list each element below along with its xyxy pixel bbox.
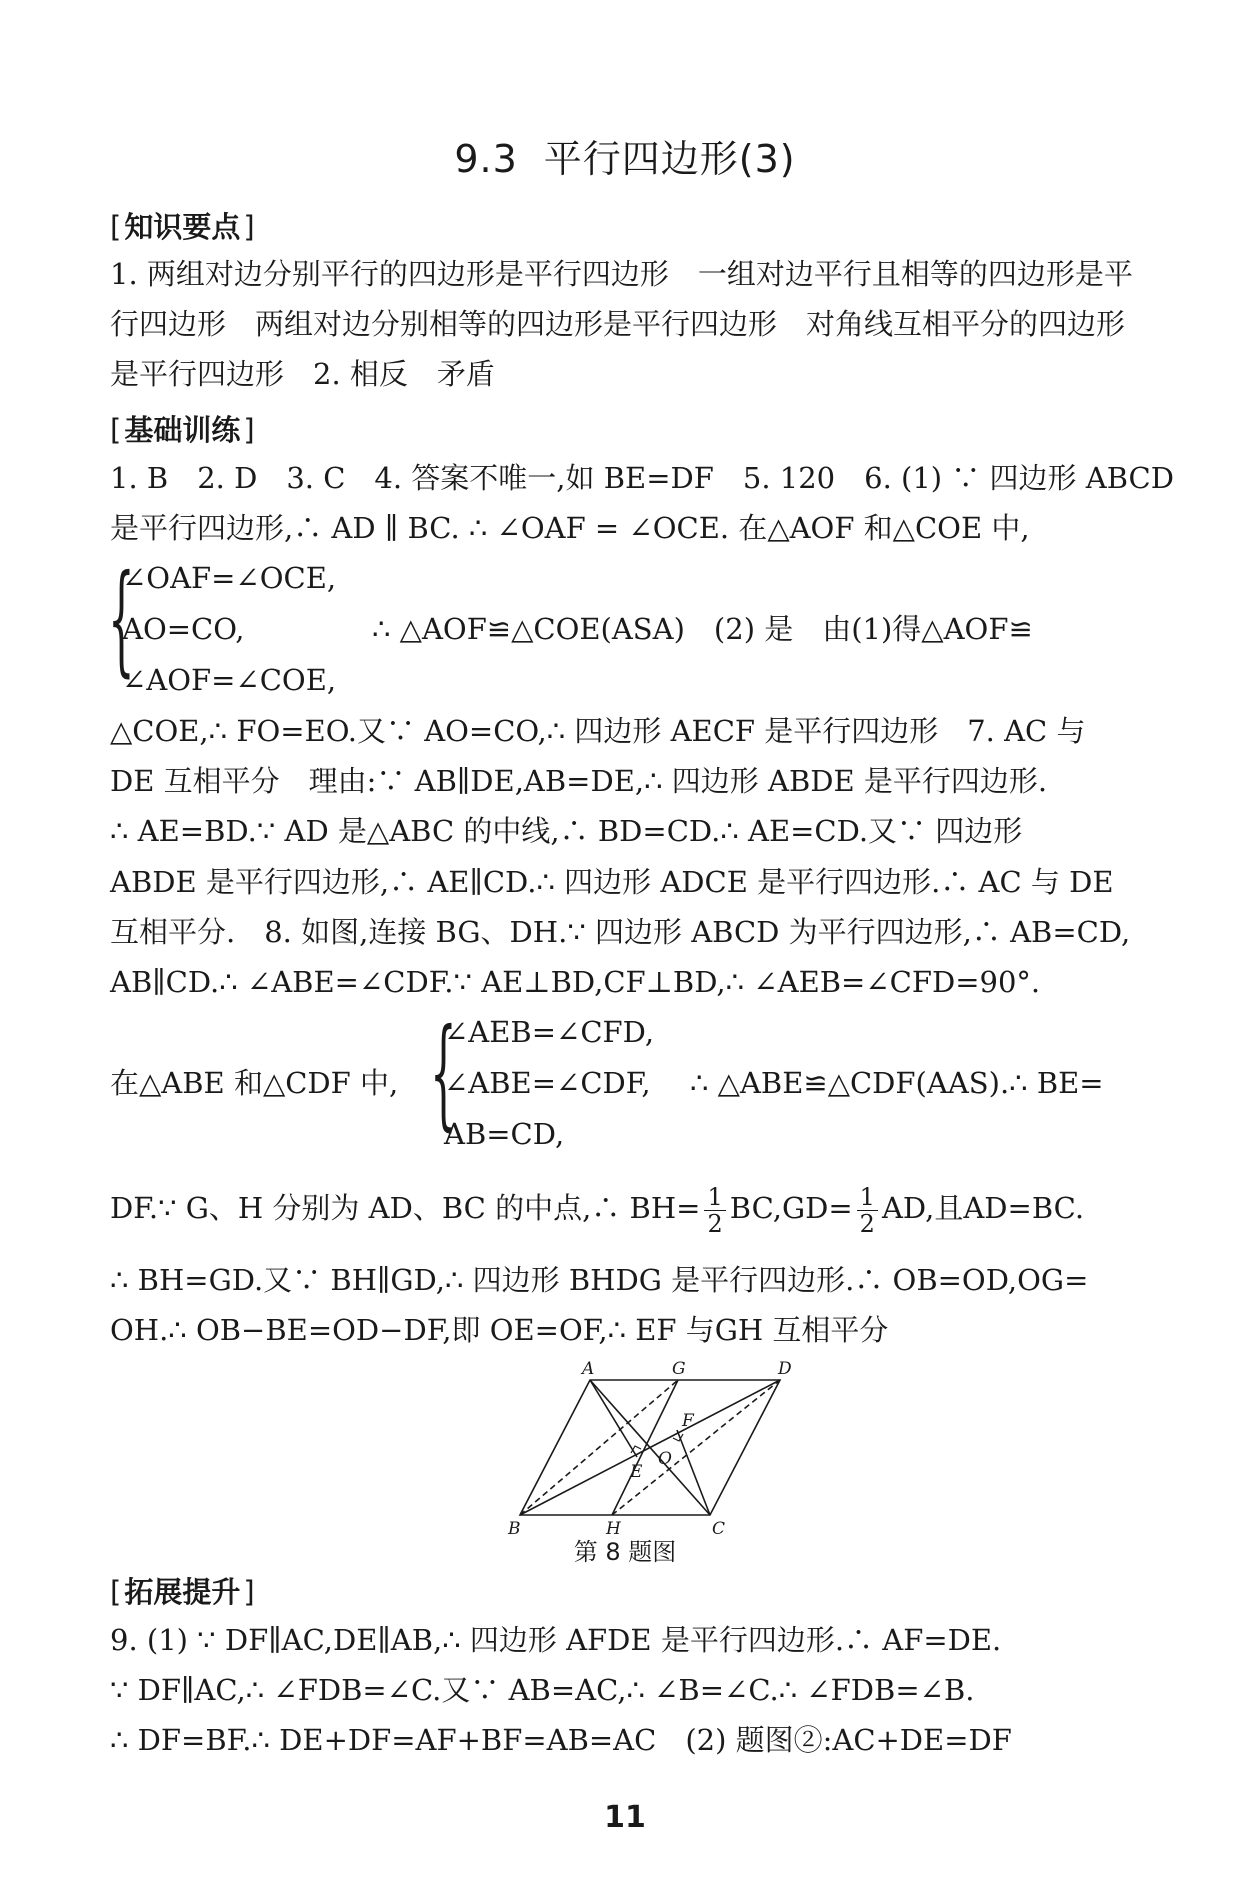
label-d: D: [778, 1360, 792, 1379]
fraction-denominator: 2: [707, 1209, 723, 1238]
fraction-numerator: 1: [704, 1184, 725, 1211]
dashed-bg: [520, 1380, 678, 1515]
fraction-line-part: AD,且AD=BC.: [881, 1191, 1085, 1225]
label-a: A: [582, 1360, 595, 1379]
fraction-denominator: 2: [859, 1209, 875, 1238]
fraction-line-part: DF.∵ G、H 分别为 AD、BC 的中点,∴ BH=: [110, 1191, 701, 1225]
page-title: [0, 128, 1250, 183]
extension-line: ∵ DF∥AC,∴ ∠FDB=∠C.又∵ AB=AC,∴ ∠B=∠C.∴ ∠FDB=∠B.: [110, 1673, 975, 1707]
brace-conclusion: ∴ △AOF≌△COE(ASA) (2) 是 由(1)得△AOF≌: [372, 612, 1033, 646]
brace-row: ∠AEB=∠CFD,: [444, 1015, 655, 1049]
left-brace: {: [108, 550, 135, 689]
brace-row: ∠OAF=∠OCE,: [122, 561, 337, 595]
fraction-line-part: BC,GD=: [729, 1191, 853, 1225]
brace-conclusion: ∴ △ABE≌△CDF(AAS).∴ BE=: [690, 1066, 1104, 1100]
label-e: E: [630, 1462, 643, 1482]
diagonal-ac: [590, 1380, 710, 1515]
segment-gh: [612, 1380, 678, 1515]
extension-line: 9. (1) ∵ DF∥AC,DE∥AB,∴ 四边形 AFDE 是平行四边形.∴ AF=DE.: [110, 1623, 1002, 1657]
basic-line: DE 互相平分 理由:∵ AB∥DE,AB=DE,∴ 四边形 ABDE 是平行四边形.: [110, 764, 1048, 798]
basic-line: 1. B 2. D 3. C 4. 答案不唯一,如 BE=DF 5. 120 6. (1) ∵ 四边形 ABCD: [110, 461, 1174, 495]
basic-line: △COE,∴ FO=EO.又∵ AO=CO,∴ 四边形 AECF 是平行四边形 7. AC 与: [110, 714, 1086, 748]
basic-line: ∴ BH=GD.又∵ BH∥GD,∴ 四边形 BHDG 是平行四边形.∴ OB=OD,OG=: [110, 1263, 1089, 1297]
label-o: O: [658, 1449, 672, 1469]
brace-row: ∠AOF=∠COE,: [122, 663, 337, 697]
segment-ae: [590, 1380, 637, 1457]
brace-prefix: 在△ABE 和△CDF 中,: [110, 1066, 399, 1100]
brace-row: AO=CO,: [122, 612, 245, 646]
basic-heading: [ 基础训练 ]: [110, 408, 255, 449]
brace-row: AB=CD,: [444, 1117, 565, 1151]
fraction-one-half: [704, 1184, 725, 1237]
brace-row: ∠ABE=∠CDF,: [444, 1066, 651, 1100]
basic-line: 互相平分. 8. 如图,连接 BG、DH.∵ 四边形 ABCD 为平行四边形,∴ AB=CD,: [110, 915, 1131, 949]
knowledge-heading: [ 知识要点 ]: [110, 205, 255, 246]
section-number: 9.3: [454, 137, 518, 181]
extension-line: ∴ DF=BF.∴ DE+DF=AF+BF=AB=AC (2) 题图②:AC+DE=DF: [110, 1723, 1012, 1757]
right-angle-e: [631, 1446, 641, 1453]
basic-line: ABDE 是平行四边形,∴ AE∥CD.∴ 四边形 ADCE 是平行四边形.∴ AC 与 DE: [110, 865, 1114, 899]
parallelogram-diagram: [490, 1360, 810, 1540]
left-brace: {: [430, 1004, 457, 1143]
extension-heading: [ 拓展提升 ]: [110, 1570, 255, 1611]
knowledge-line: 行四边形 两组对边分别相等的四边形是平行四边形 对角线互相平分的四边形: [110, 307, 1126, 341]
section-title: 平行四边形(3): [543, 137, 796, 181]
knowledge-line: 1. 两组对边分别平行的四边形是平行四边形 一组对边平行且相等的四边形是平: [110, 257, 1133, 291]
basic-line: ∴ AE=BD.∵ AD 是△ABC 的中线,∴ BD=CD.∴ AE=CD.又∵ 四边形: [110, 814, 1023, 848]
basic-line: 是平行四边形,∴ AD ∥ BC. ∴ ∠OAF = ∠OCE. 在△AOF 和△COE 中,: [110, 511, 1030, 545]
label-g: G: [672, 1360, 686, 1379]
label-b: B: [508, 1519, 521, 1539]
segment-cf: [677, 1430, 710, 1515]
fraction-line: [110, 1178, 1190, 1238]
label-c: C: [712, 1519, 726, 1539]
fraction-one-half: [857, 1184, 878, 1237]
page-number: 11: [604, 1800, 646, 1835]
basic-line: AB∥CD.∴ ∠ABE=∠CDF.∵ AE⊥BD,CF⊥BD,∴ ∠AEB=∠CFD=90°.: [110, 965, 1041, 999]
basic-line: OH.∴ OB−BE=OD−DF,即 OE=OF,∴ EF 与GH 互相平分: [110, 1313, 889, 1347]
label-h: H: [606, 1519, 621, 1539]
knowledge-line: 是平行四边形 2. 相反 矛盾: [110, 357, 495, 391]
label-f: F: [682, 1411, 694, 1431]
fraction-numerator: 1: [857, 1184, 878, 1211]
figure-caption: 第 8 题图: [573, 1538, 677, 1566]
